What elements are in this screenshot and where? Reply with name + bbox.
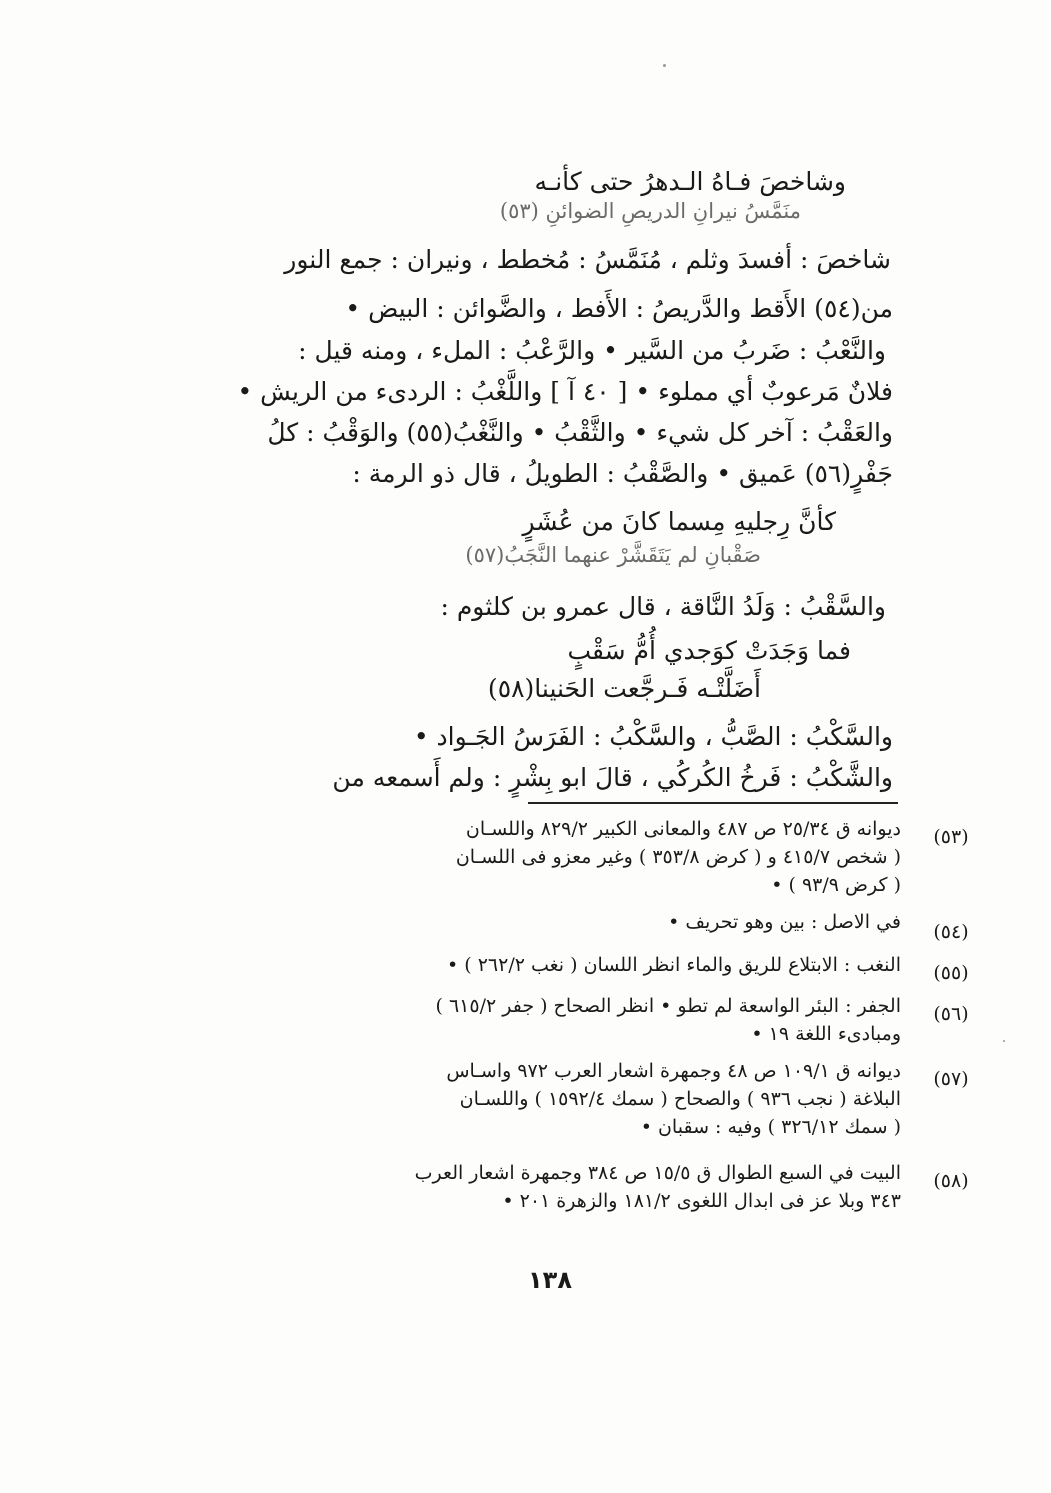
page-number: ١٣٨ bbox=[528, 1266, 572, 1294]
body-text-line: والعَقْبُ : آخر كل شيء • والثَّقْبُ • والنَّغْبُ(٥٥) والوَقْبُ : كلُ bbox=[267, 418, 893, 447]
footnote-number: (٥٨) bbox=[933, 1170, 969, 1192]
footnote-text-line: ( كرض ٩٣/٩ ) • bbox=[771, 874, 901, 896]
footnote-text-line: البلاغة ( نجب ٩٣٦ ) والصحاح ( سمك ١٥٩٢/٤ ) واللسـان bbox=[459, 1088, 901, 1110]
scan-speck bbox=[1003, 1040, 1005, 1042]
verse-line: منَمَّسُ نيرانِ الدريصِ الضوائنِ (٥٣) bbox=[499, 199, 801, 223]
footnote-number: (٥٣) bbox=[933, 826, 969, 848]
footnote bbox=[191, 1057, 969, 1141]
body-text-line: من(٥٤) الأَقط والدَّريصُ : الأَفط ، والضَّوائن : البيض • bbox=[345, 294, 893, 323]
body-text-line: والنَّعْبُ : ضَربُ من السَّير • والرَّعْبُ : الملء ، ومنه قيل : bbox=[298, 336, 886, 365]
footnote-text-line: النغب : الابتلاع للريق والماء انظر اللسان ( نغب ٢٦٢/٢ ) • bbox=[447, 954, 901, 976]
body-text-line: والسَّكْبُ : الصَّبُّ ، والسَّكْبُ : الفَرَسُ الجَـواد • bbox=[413, 722, 893, 751]
footnote-number: (٥٥) bbox=[933, 962, 969, 984]
verse-line: أَضَلَّتْـه فَـرجَّعت الحَنينا(٥٨) bbox=[487, 674, 761, 703]
body-text-line: فلانٌ مَرعوبٌ أي مملوء • [ ٤٠ آ ] واللَّغْبُ : الردىء من الريش • bbox=[237, 377, 893, 406]
footnote-number: (٥٤) bbox=[933, 921, 969, 943]
footnote bbox=[191, 908, 969, 943]
footnote-text-line: ديوانه ق ١٠٩/١ ص ٤٨ وجمهرة اشعار العرب ٩٧٢ واسـاس bbox=[446, 1060, 901, 1082]
verse-line: فما وَجَدَتْ كوَجدي أُمُّ سَقْبٍ bbox=[567, 636, 851, 665]
footnote bbox=[191, 815, 969, 899]
verse-line: صَقْبانِ لم يَتَقَشَّرْ عنهما النَّجَبُ(٥٧) bbox=[465, 543, 761, 567]
footnote bbox=[191, 1159, 969, 1215]
body-text-line: جَفْرٍ(٥٦) عَميق • والصَّقْبُ : الطويلُ ، قال ذو الرمة : bbox=[352, 459, 893, 488]
verse-line: كأنَّ رِجليهِ مِسما كانَ من عُشَرٍ bbox=[522, 507, 836, 536]
footnote-text-line: ديوانه ق ٢٥/٣٤ ص ٤٨٧ والمعانى الكبير ٨٢٩/٢ واللسـان bbox=[465, 818, 901, 840]
scan-speck bbox=[663, 64, 666, 67]
body-text-line: شاخصَ : أفسدَ وثلم ، مُنَمَّسُ : مُخطط ، ونيران : جمع النور bbox=[284, 245, 891, 274]
footnote-number: (٥٦) bbox=[933, 1003, 969, 1025]
footnote-text-line: ومبادىء اللغة ١٩ • bbox=[751, 1023, 901, 1045]
footnote-text-line: ( شخص ٤١٥/٧ و ( كرض ٣٥٣/٨ ) وغير معزو فى اللسـان bbox=[455, 846, 901, 868]
footnote bbox=[191, 951, 969, 984]
footnote-text-line: في الاصل : بين وهو تحريف • bbox=[668, 911, 901, 933]
footnote-text-line: ٣٤٣ وبلا عز فى ابدال اللغوى ١٨١/٢ والزهرة ٢٠١ • bbox=[502, 1190, 901, 1212]
body-text-line: والشَّكْبُ : فَرخُ الكُركُي ، قالَ ابو بِشْرٍ : ولم أَسمعه من bbox=[332, 763, 893, 792]
footnote bbox=[191, 992, 969, 1048]
verse-line: وشاخصَ فـاهُ الـدهرُ حتى كأنـه bbox=[534, 167, 846, 196]
body-text-line: والسَّقْبُ : وَلَدُ النَّاقة ، قال عمرو بن كلثوم : bbox=[440, 592, 886, 621]
footnote-number: (٥٧) bbox=[933, 1068, 969, 1090]
footnote-separator bbox=[528, 802, 898, 804]
footnote-text-line: البيت في السبع الطوال ق ١٥/٥ ص ٣٨٤ وجمهرة اشعار العرب bbox=[414, 1162, 901, 1184]
footnote-text-line: الجفر : البئر الواسعة لم تطو • انظر الصحاح ( جفر ٦١٥/٢ ) bbox=[435, 995, 901, 1017]
footnote-text-line: ( سمك ٣٢٦/١٢ ) وفيه : سقبان • bbox=[640, 1116, 901, 1138]
